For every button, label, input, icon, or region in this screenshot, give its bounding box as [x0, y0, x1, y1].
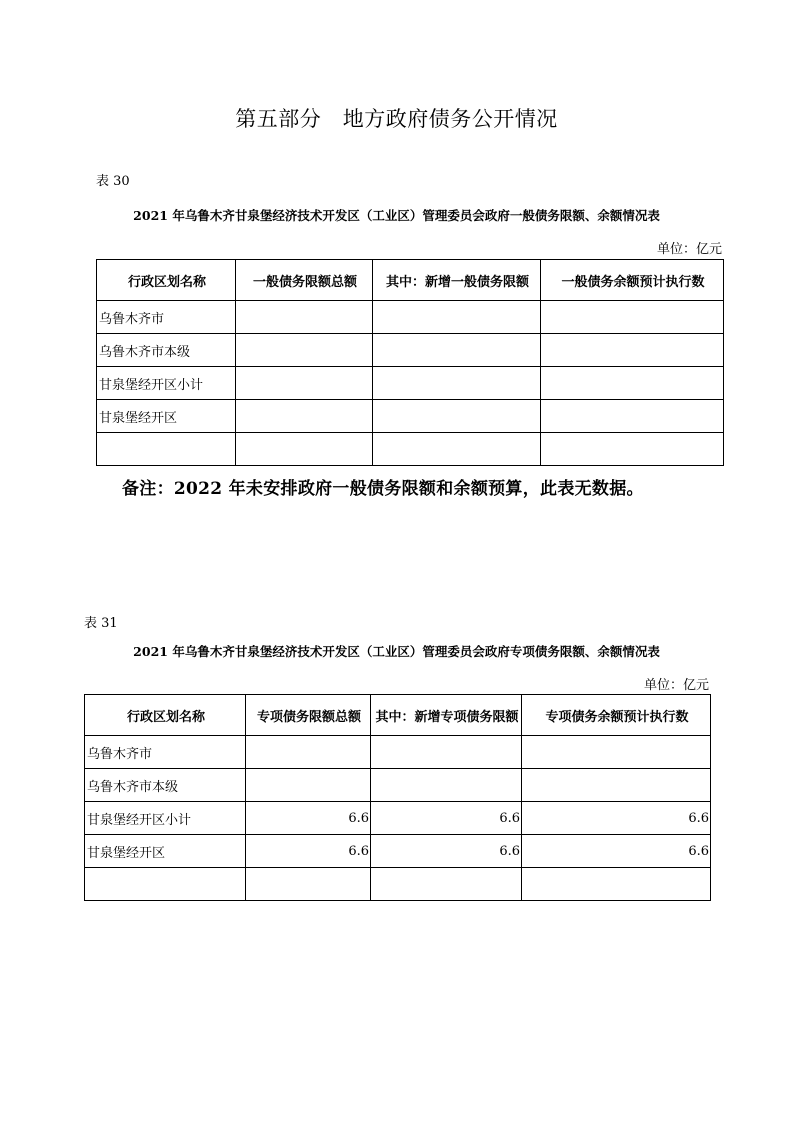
- table-cell: [236, 400, 373, 433]
- table-row: [97, 367, 724, 400]
- table-cell: [236, 433, 373, 466]
- table-30-title: 2021 年乌鲁木齐甘泉堡经济技术开发区（工业区）管理委员会政府一般债务限额、余额情况表: [133, 208, 660, 223]
- column-header: 其中：新增一般债务限额: [373, 260, 541, 301]
- table-row: [85, 769, 711, 802]
- table-cell: [236, 334, 373, 367]
- table-row: [97, 433, 724, 466]
- table-cell: [541, 400, 724, 433]
- table-cell: 乌鲁木齐市: [97, 301, 236, 334]
- table-cell: 6.6: [371, 835, 522, 868]
- table-row: [85, 835, 711, 868]
- table-cell: 6.6: [522, 835, 711, 868]
- table-cell: [541, 367, 724, 400]
- table-cell: 甘泉堡经开区: [85, 835, 246, 868]
- table-cell: [373, 400, 541, 433]
- table-cell: 乌鲁木齐市本级: [85, 769, 246, 802]
- table-cell: 6.6: [522, 802, 711, 835]
- table-cell: [373, 433, 541, 466]
- table-cell: 乌鲁木齐市: [85, 736, 246, 769]
- column-header: 行政区划名称: [97, 260, 236, 301]
- table-30-header-row: [97, 260, 724, 301]
- table-cell: [522, 769, 711, 802]
- table-cell: [246, 736, 371, 769]
- table-cell: [236, 301, 373, 334]
- table-cell: [373, 301, 541, 334]
- table-31-title: 2021 年乌鲁木齐甘泉堡经济技术开发区（工业区）管理委员会政府专项债务限额、余额情况表: [133, 644, 660, 659]
- table-30-label: 表 30: [96, 174, 130, 189]
- table-cell: [522, 868, 711, 901]
- table-cell: [541, 334, 724, 367]
- table-30-note: 备注：2022 年未安排政府一般债务限额和余额预算，此表无数据。: [122, 479, 644, 499]
- table-row: [85, 736, 711, 769]
- table-cell: [371, 868, 522, 901]
- table-row: [85, 802, 711, 835]
- table-cell: 6.6: [246, 802, 371, 835]
- page-title: 第五部分 地方政府债务公开情况: [235, 107, 558, 131]
- table-cell: [522, 736, 711, 769]
- table-row: [85, 868, 711, 901]
- table-31-label: 表 31: [84, 616, 118, 631]
- table-cell: [373, 367, 541, 400]
- table-cell: [236, 367, 373, 400]
- table-31-unit: 单位：亿元: [643, 678, 709, 693]
- table-30-unit: 单位：亿元: [656, 242, 722, 257]
- table-30: [96, 259, 724, 466]
- table-cell: [541, 301, 724, 334]
- table-cell: [246, 769, 371, 802]
- table-cell: [85, 868, 246, 901]
- table-31: [84, 694, 711, 901]
- table-cell: [371, 736, 522, 769]
- column-header: 专项债务限额总额: [246, 695, 371, 736]
- table-cell: 甘泉堡经开区: [97, 400, 236, 433]
- table-row: [97, 334, 724, 367]
- table-cell: 甘泉堡经开区小计: [85, 802, 246, 835]
- table-31-header-row: [85, 695, 711, 736]
- table-row: [97, 400, 724, 433]
- table-cell: 6.6: [371, 802, 522, 835]
- table-cell: 6.6: [246, 835, 371, 868]
- table-cell: 甘泉堡经开区小计: [97, 367, 236, 400]
- column-header: 其中：新增专项债务限额: [371, 695, 522, 736]
- table-row: [97, 301, 724, 334]
- table-cell: [97, 433, 236, 466]
- column-header: 专项债务余额预计执行数: [522, 695, 711, 736]
- table-cell: [541, 433, 724, 466]
- column-header: 一般债务余额预计执行数: [541, 260, 724, 301]
- table-cell: [371, 769, 522, 802]
- table-cell: [373, 334, 541, 367]
- table-cell: 乌鲁木齐市本级: [97, 334, 236, 367]
- column-header: 行政区划名称: [85, 695, 246, 736]
- table-cell: [246, 868, 371, 901]
- column-header: 一般债务限额总额: [236, 260, 373, 301]
